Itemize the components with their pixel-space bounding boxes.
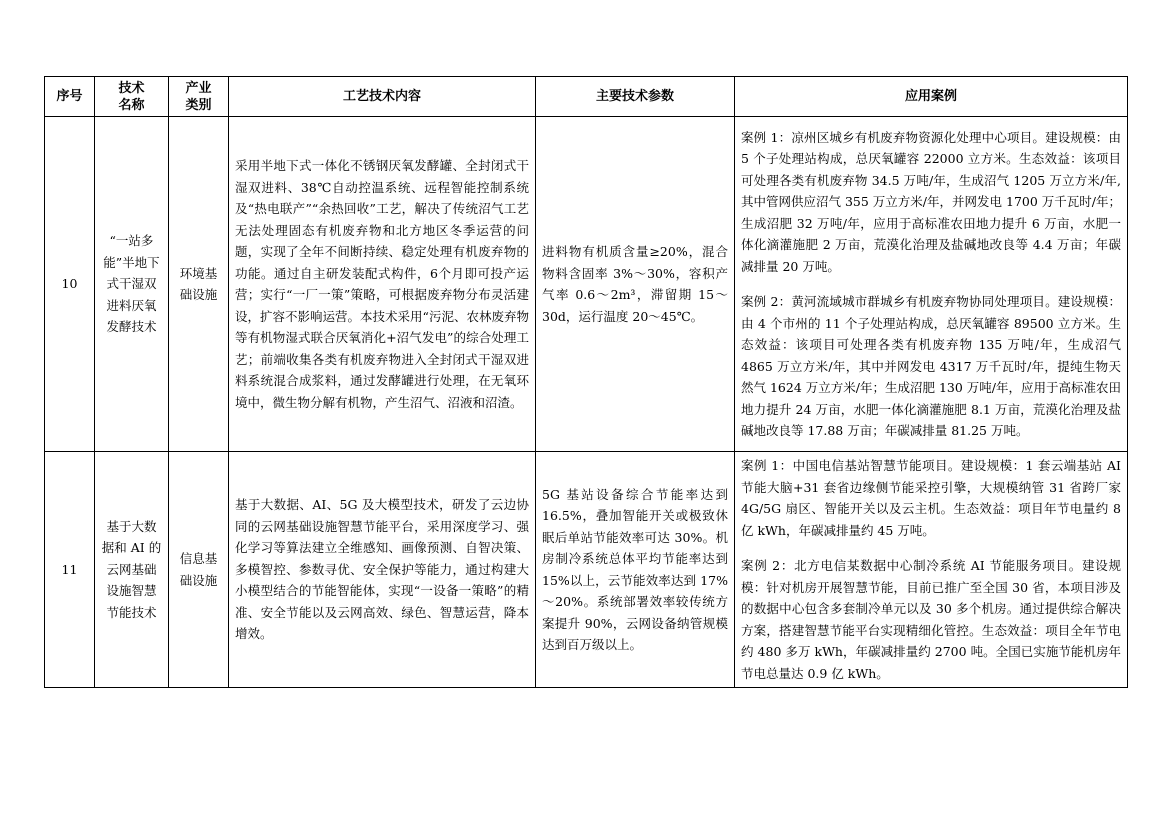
- row-industry: 环境基础设施: [169, 117, 229, 452]
- row-seq: 10: [45, 117, 95, 452]
- row-params: 进料物有机质含量≥20%，混合物料含固率 3%～30%，容积产气率 0.6～2m³，滞留期 15～30d，运行温度 20～45℃。: [536, 117, 735, 452]
- row-industry: 信息基础设施: [169, 452, 229, 688]
- row-params: 5G 基站设备综合节能率达到 16.5%，叠加智能开关或极致休眠后单站节能效率可达 30%。机房制冷系统总体平均节能率达到 15%以上，云节能效率达到 17%～20%。系统部署效率较传统方案提升 90%，云网设备纳管规模达到百万级以上。: [536, 452, 735, 688]
- table-row: [45, 117, 1128, 452]
- technology-table: [44, 76, 1128, 688]
- case-1: 案例 1：中国电信基站智慧节能项目。建设规模：1 套云端基站 AI 节能大脑+31 套省边缘侧节能采控引擎，大规模纳管 31 省跨厂家 4G/5G 扇区、智能开关以及云主机。生态效益：项目年节电量约 8 亿 kWh，年碳减排量约 45 万吨。: [741, 458, 1121, 538]
- row-cases: [735, 117, 1128, 452]
- row-seq: 11: [45, 452, 95, 688]
- row-tech-name: “一站多能”半地下式干湿双进料厌氧发酵技术: [95, 117, 169, 452]
- header-cases: 应用案例: [735, 77, 1128, 117]
- header-tech-name-text: 技术 名称: [118, 80, 145, 113]
- row-tech-name: 基于大数据和 AI 的云网基础设施智慧节能技术: [95, 452, 169, 688]
- row-process: 基于大数据、AI、5G 及大模型技术，研发了云边协同的云网基础设施智慧节能平台，采用深度学习、强化学习等算法建立全维感知、画像预测、自智决策、多模智控、参数寻优、安全保护等能力，通过构建大小模型结合的节能智能体，实现“一设备一策略”的精准、安全节能以及云网高效、绿色、智慧运营，降本增效。: [229, 452, 536, 688]
- header-tech-name: [95, 77, 169, 117]
- header-industry-text: 产业 类别: [185, 80, 212, 113]
- header-params: 主要技术参数: [536, 77, 735, 117]
- header-seq: 序号: [45, 77, 95, 117]
- row-cases: [735, 452, 1128, 688]
- header-industry: [169, 77, 229, 117]
- row-process: 采用半地下式一体化不锈钢厌氧发酵罐、全封闭式干湿双进料、38℃自动控温系统、远程智能控制系统及“热电联产”“余热回收”工艺，解决了传统沼气工艺无法处理固态有机废弃物和北方地区冬季运营的问题，实现了全年不间断持续、稳定处理有机废弃物的功能。通过自主研发装配式构件，6个月即可投产运营；实行“一厂一策”策略，可根据废弃物分布灵活建设，扩容不影响运营。本技术采用“污泥、农林废弃物等有机物湿式联合厌氧消化+沼气发电”的综合处理工艺；前端收集各类有机废弃物进入全封闭式干湿双进料系统混合成浆料，通过发酵罐进行处理，在无氧环境中，微生物分解有机物，产生沼气、沼液和沼渣。: [229, 117, 536, 452]
- table-row: [45, 452, 1128, 688]
- case-1: 案例 1：凉州区城乡有机废弃物资源化处理中心项目。建设规模：由 5 个子处理站构成，总厌氧罐容 22000 立方米。生态效益：该项目可处理各类有机废弃物 34.5 万吨/年，生成沼气 1205 万立方米/年,其中管网供应沼气 355 万立方米/年，并网发电 1700 万千瓦时/年；生成沼肥 32 万吨/年，应用于高标准农田地力提升 6 万亩，水肥一体化滴灌施肥 2 万亩，荒漠化治理及盐碱地改良等 4.4 万亩；年碳减排量 20 万吨。: [741, 129, 1121, 274]
- header-process: 工艺技术内容: [229, 77, 536, 117]
- table-header-row: [45, 77, 1128, 117]
- case-2: 案例 2：黄河流域城市群城乡有机废弃物协同处理项目。建设规模：由 4 个市州的 11 个子处理站构成，总厌氧罐容 89500 立方米。生态效益：该项目可处理各类有机废弃物 135 万吨/年，生成沼气 4865 万立方米/年，其中并网发电 4317 万千瓦时/年，提纯生物天然气 1624 万立方米/年；生成沼肥 130 万吨/年，应用于高标准农田地力提升 24 万亩，水肥一体化滴灌施肥 8.1 万亩，荒漠化治理及盐碱地改良等 17.88 万亩；年碳减排量 81.25 万吨。: [741, 294, 1121, 438]
- case-2: 案例 2：北方电信某数据中心制冷系统 AI 节能服务项目。建设规模：针对机房开展智慧节能，目前已推广至全国 30 省，本项目涉及的数据中心包含多套制冷单元以及 30 多个机房。通过提供综合解决方案，搭建智慧节能平台实现精细化管控。生态效益：项目全年节电约 480 多万 kWh，年碳减排量约 2700 吨。全国已实施节能机房年节电总量达 0.9 亿 kWh。: [741, 558, 1121, 681]
